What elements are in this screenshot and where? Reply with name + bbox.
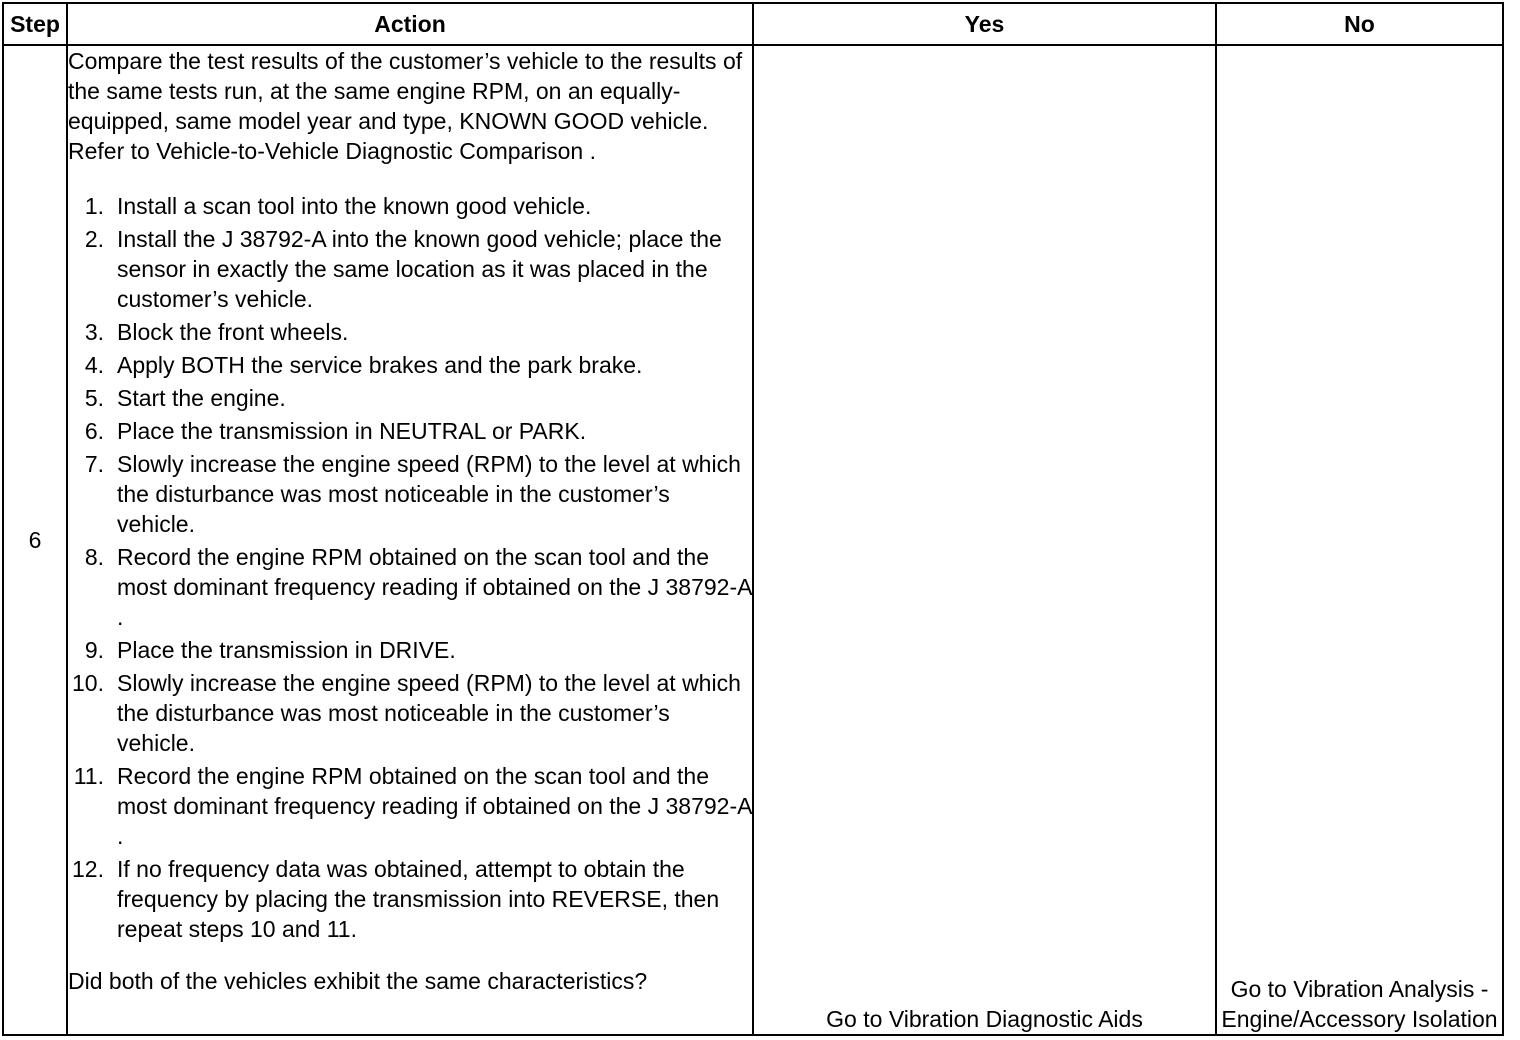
list-item-text: Record the engine RPM obtained on the scan tool and the most dominant frequency reading if obtained on the J 38792-A .	[117, 544, 752, 630]
list-item-text: Install the J 38792-A into the known good vehicle; place the sensor in exactly the same location as it was placed in the customer’s vehicle.	[117, 226, 722, 312]
header-step: Step	[3, 3, 67, 45]
list-item-number: 12.	[72, 856, 104, 882]
list-item-number: 5.	[84, 385, 104, 411]
list-item-number: 9.	[84, 637, 104, 663]
action-cell	[67, 45, 753, 1035]
list-item-number: 2.	[84, 226, 104, 252]
table-row	[3, 45, 1503, 1035]
list-item-number: 4.	[84, 352, 104, 378]
action-intro: Compare the test results of the customer’s vehicle to the results of the same tests run, at the same engine RPM, on an equally-equipped, same model year and type, KNOWN GOOD vehicle. Refer to Vehicle-to-Vehicle Diagnostic Comparison .	[68, 48, 743, 164]
list-item	[68, 635, 752, 665]
list-item	[68, 668, 752, 758]
list-item-number: 8.	[84, 544, 104, 570]
list-item-text: Start the engine.	[117, 385, 286, 411]
list-item	[68, 416, 752, 446]
list-item-number: 3.	[84, 319, 104, 345]
header-no: No	[1216, 3, 1503, 45]
header-row	[3, 3, 1503, 45]
list-item	[68, 542, 752, 632]
header-action: Action	[67, 3, 753, 45]
list-item	[68, 761, 752, 851]
list-item-text: Place the transmission in DRIVE.	[117, 637, 456, 663]
list-item	[68, 224, 752, 314]
list-item-number: 1.	[84, 193, 104, 219]
action-question: Did both of the vehicles exhibit the same characteristics?	[68, 968, 648, 994]
no-cell: Go to Vibration Analysis - Engine/Accessory Isolation	[1216, 45, 1503, 1035]
list-item-number: 11.	[73, 763, 104, 789]
list-item	[68, 350, 752, 380]
list-item-text: Place the transmission in NEUTRAL or PARK.	[117, 418, 587, 444]
list-item-number: 10.	[72, 670, 104, 696]
list-item-text: Apply BOTH the service brakes and the park brake.	[117, 352, 643, 378]
list-item-text: Block the front wheels.	[117, 319, 349, 345]
list-item-text: Slowly increase the engine speed (RPM) to the level at which the disturbance was most noticeable in the customer’s vehicle.	[117, 670, 741, 756]
list-item-text: Record the engine RPM obtained on the scan tool and the most dominant frequency reading if obtained on the J 38792-A .	[117, 763, 752, 849]
list-item-number: 7.	[84, 451, 104, 477]
list-item-number: 6.	[84, 418, 104, 444]
yes-cell: Go to Vibration Diagnostic Aids	[753, 45, 1216, 1035]
list-item	[68, 383, 752, 413]
list-item-text: If no frequency data was obtained, attempt to obtain the frequency by placing the transmission into REVERSE, then repeat steps 10 and 11.	[117, 856, 720, 942]
action-steps-list	[68, 191, 752, 944]
diagnostic-table	[2, 2, 1504, 1036]
step-number: 6	[3, 45, 67, 1035]
header-yes: Yes	[753, 3, 1216, 45]
list-item	[68, 191, 752, 221]
list-item	[68, 317, 752, 347]
list-item	[68, 854, 752, 944]
list-item	[68, 449, 752, 539]
list-item-text: Slowly increase the engine speed (RPM) to the level at which the disturbance was most noticeable in the customer’s vehicle.	[117, 451, 741, 537]
list-item-text: Install a scan tool into the known good vehicle.	[117, 193, 592, 219]
